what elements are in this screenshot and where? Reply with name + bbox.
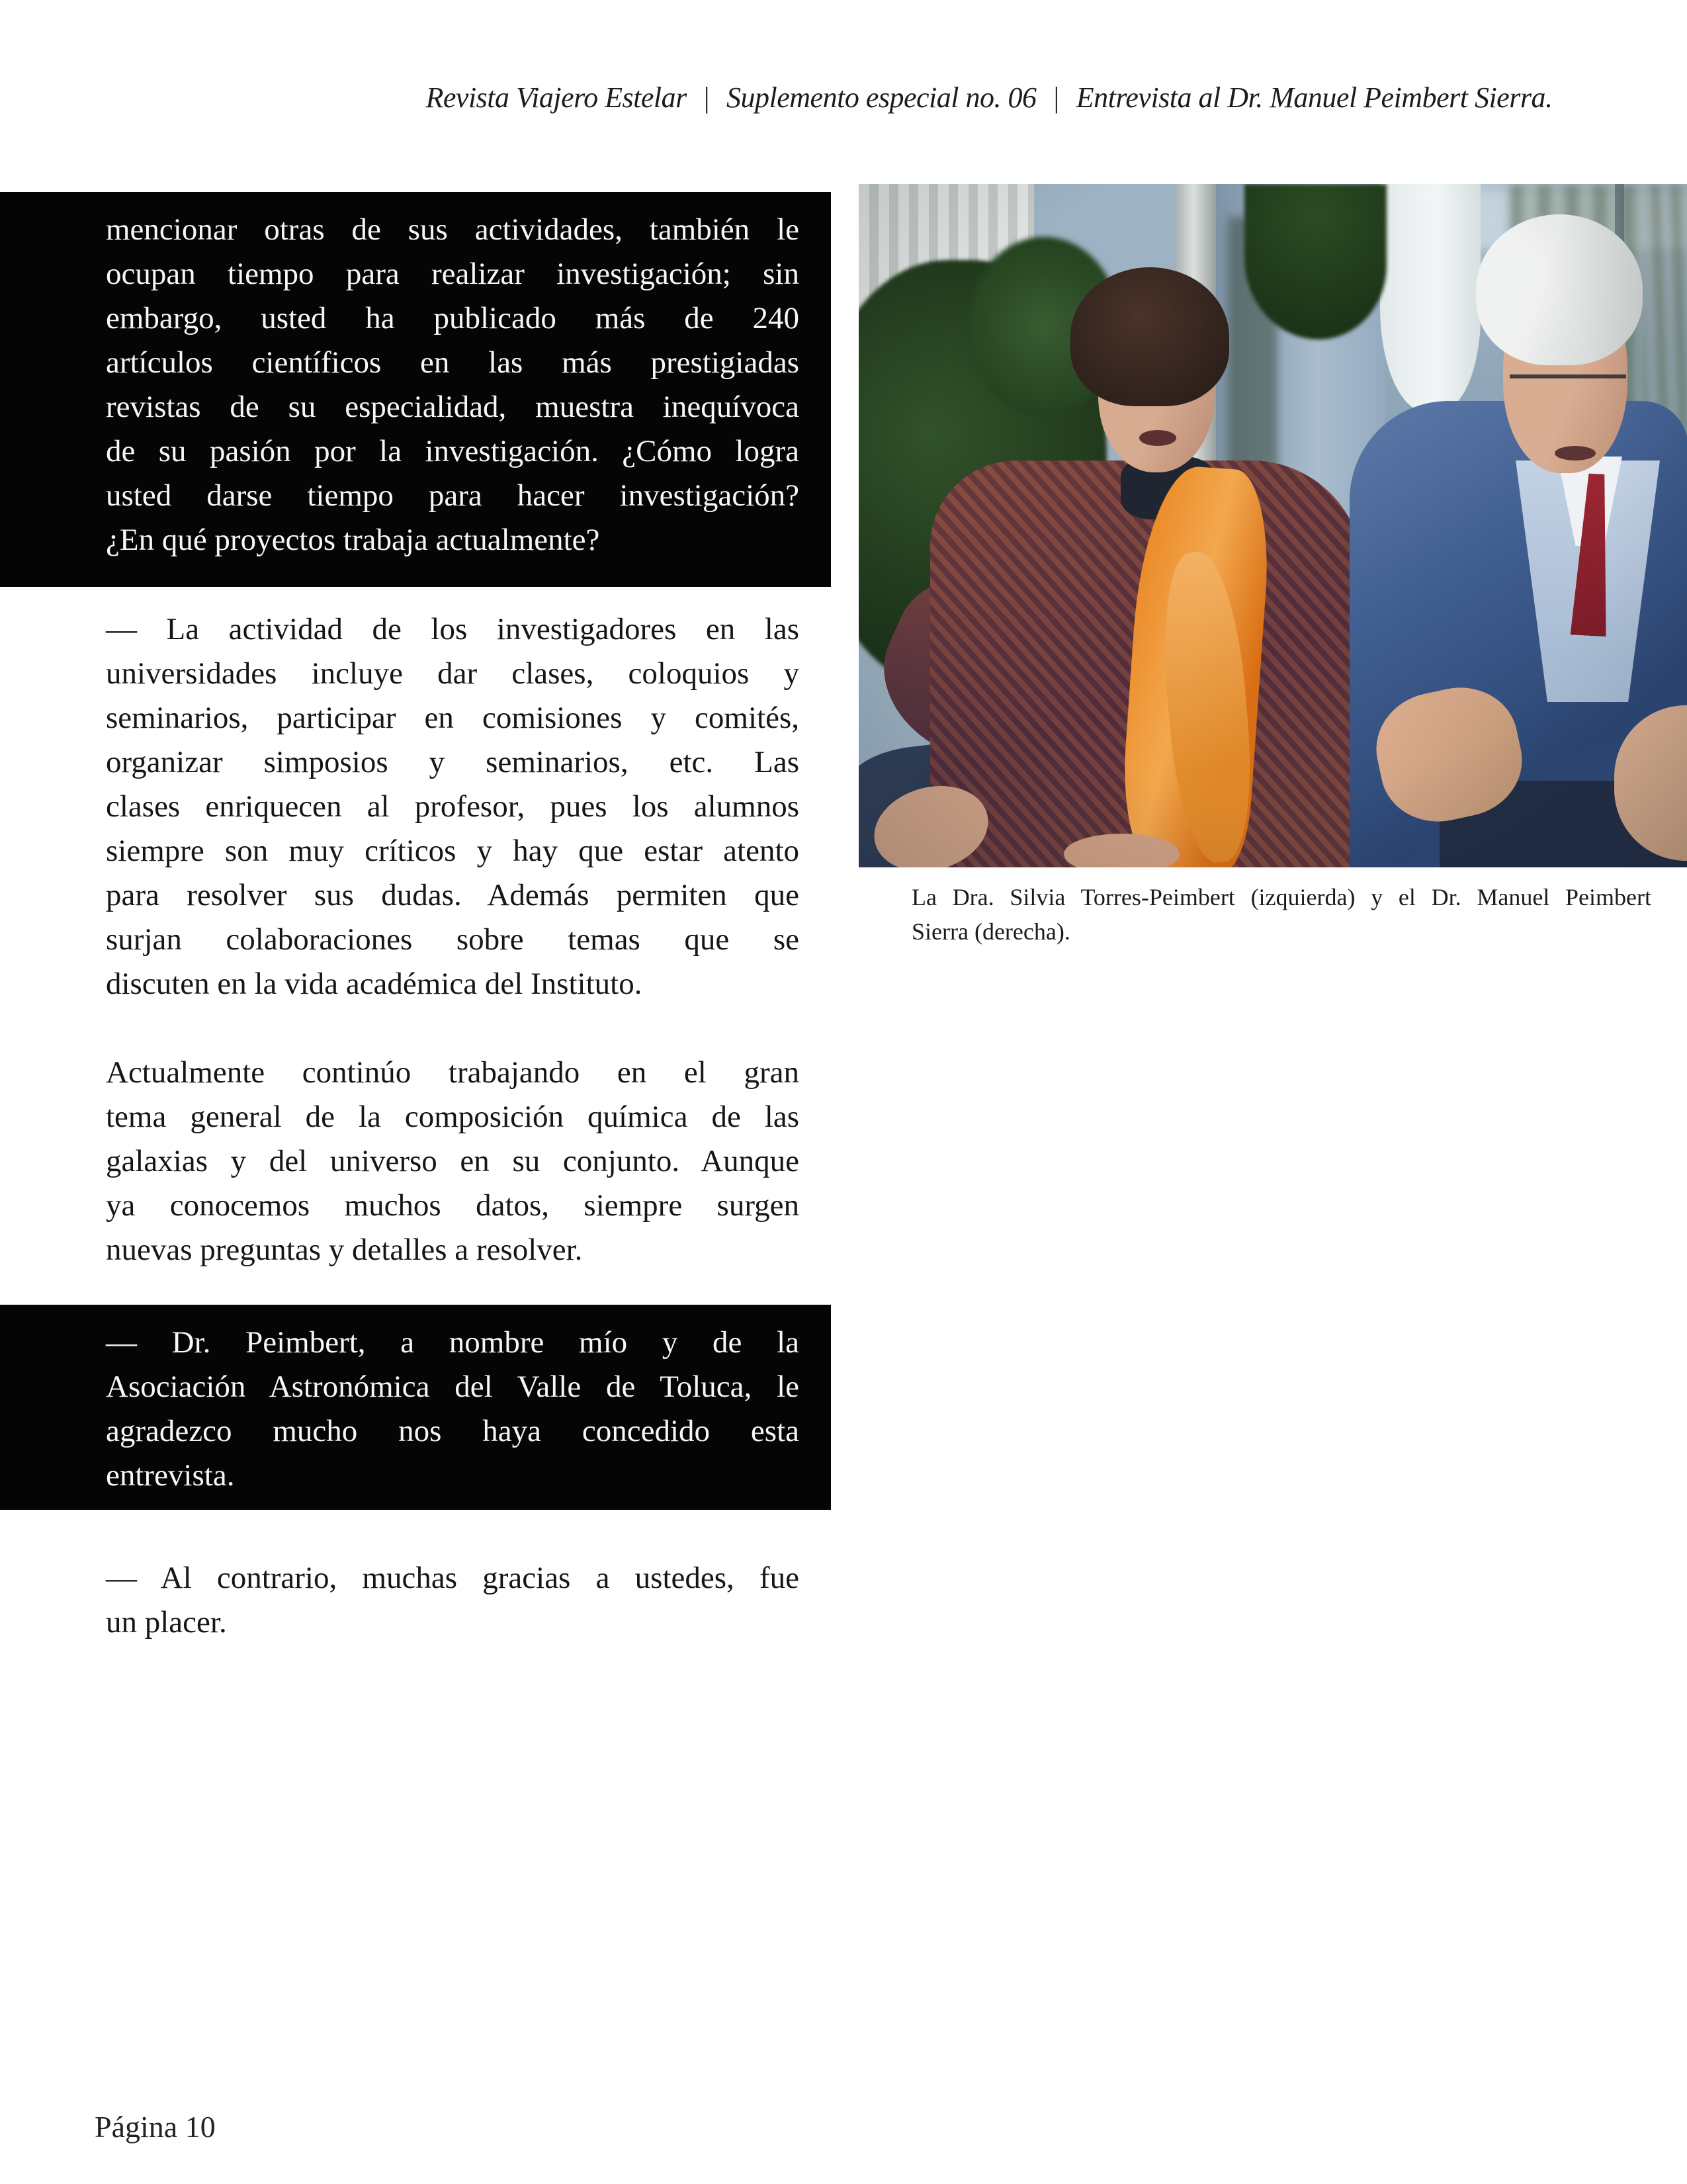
answer-2-text: Actualmente continúo trabajando en el gran tema general de la composición química de las galaxias y del universo en su conjunto. Aunque ya conocemos muchos datos, siempre surgen nuevas preguntas y detalles a resolver. xyxy=(106,1055,799,1267)
header-separator: | xyxy=(703,81,710,114)
answer-3-text: — Al contrario, muchas gracias a ustedes, fue un placer. xyxy=(106,1561,799,1639)
header-article-title: Entrevista al Dr. Manuel Peimbert Sierra. xyxy=(1076,81,1553,114)
photo-caption xyxy=(912,880,1651,949)
answer-paragraph-2 xyxy=(106,1051,799,1272)
answer-paragraph-1 xyxy=(106,607,799,1006)
answer-1-text: — La actividad de los investigadores en las universidades incluye dar clases, coloquios y seminarios, participar en comisiones y comités, organizar simposios y seminarios, etc. Las clases enriquecen al profesor, pues los alumnos siempre son muy críticos y hay que estar atento para resolver sus dudas. Además permiten que surjan colaboraciones sobre temas que se discuten en la vida académica del Instituto. xyxy=(106,612,799,1001)
question-block-1 xyxy=(0,192,831,587)
answer-paragraph-3 xyxy=(106,1556,799,1645)
header-supplement: Suplemento especial no. 06 xyxy=(726,81,1037,114)
question-block-2 xyxy=(0,1305,831,1510)
running-header xyxy=(357,78,1621,120)
photo-caption-text: La Dra. Silvia Torres-Peimbert (izquierda) y el Dr. Manuel Peimbert Sierra (derecha). xyxy=(912,884,1651,945)
header-magazine-title: Revista Viajero Estelar xyxy=(425,81,687,114)
photo-vignette xyxy=(859,184,1687,867)
page-number: Página 10 xyxy=(95,2110,216,2144)
header-separator: | xyxy=(1053,81,1059,114)
question-2-text: — Dr. Peimbert, a nombre mío y de la Asociación Astronómica del Valle de Toluca, le agradezco mucho nos haya concedido esta entrevista. xyxy=(106,1325,799,1493)
question-1-text: mencionar otras de sus actividades, también le ocupan tiempo para realizar investigación; sin embargo, usted ha publicado más de 240 artículos científicos en las más prestigiadas revistas de su especialidad, muestra inequívoca de su pasión por la investigación. ¿Cómo logra usted darse tiempo para hacer investigación? ¿En qué proyectos trabaja actualmente? xyxy=(106,212,799,557)
interview-photo xyxy=(859,184,1687,867)
